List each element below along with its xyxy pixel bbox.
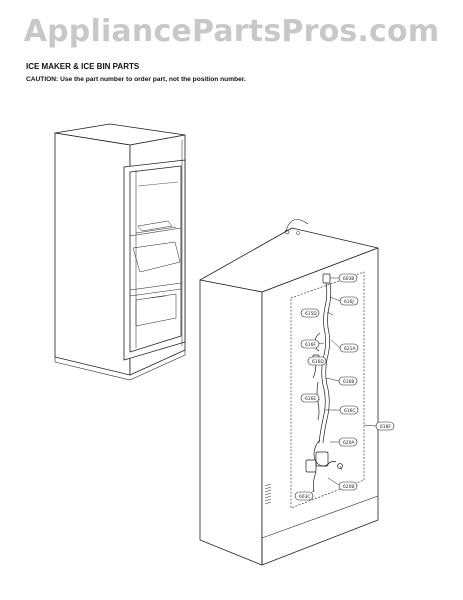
svg-text:618F: 618F bbox=[380, 425, 391, 430]
callout-620b bbox=[339, 482, 357, 490]
svg-text:616C: 616C bbox=[344, 409, 356, 414]
svg-text:616B: 616B bbox=[343, 380, 355, 385]
svg-text:603B: 603B bbox=[343, 277, 355, 282]
svg-text:616E: 616E bbox=[305, 397, 317, 402]
svg-text:620B: 620B bbox=[343, 485, 355, 490]
cabinet-right bbox=[200, 220, 378, 566]
site-watermark: AppliancePartsPros.com bbox=[23, 14, 440, 49]
svg-text:616F: 616F bbox=[305, 343, 316, 348]
caution-note: CAUTION: Use the part number to order part, not the position number. bbox=[26, 76, 246, 83]
callout-618f bbox=[376, 422, 394, 430]
cabinet-left bbox=[55, 124, 185, 380]
svg-text:616D: 616D bbox=[312, 360, 324, 365]
callout-616d bbox=[308, 357, 326, 365]
svg-text:621A: 621A bbox=[344, 347, 356, 352]
svg-text:603C: 603C bbox=[299, 495, 311, 500]
callout-603b bbox=[339, 274, 357, 282]
svg-text:615D: 615D bbox=[305, 312, 317, 317]
callout-621a bbox=[340, 344, 358, 352]
callout-616b bbox=[339, 377, 357, 385]
svg-text:616J: 616J bbox=[344, 300, 354, 305]
svg-text:620A: 620A bbox=[343, 441, 355, 446]
section-heading: ICE MAKER & ICE BIN PARTS bbox=[26, 62, 140, 71]
callout-615d bbox=[301, 309, 319, 317]
callout-616j bbox=[340, 297, 358, 305]
callout-603c bbox=[295, 492, 313, 500]
callout-616e bbox=[301, 394, 319, 402]
callout-616f bbox=[301, 340, 319, 348]
callout-616c bbox=[340, 406, 358, 414]
callout-620a bbox=[339, 438, 357, 446]
